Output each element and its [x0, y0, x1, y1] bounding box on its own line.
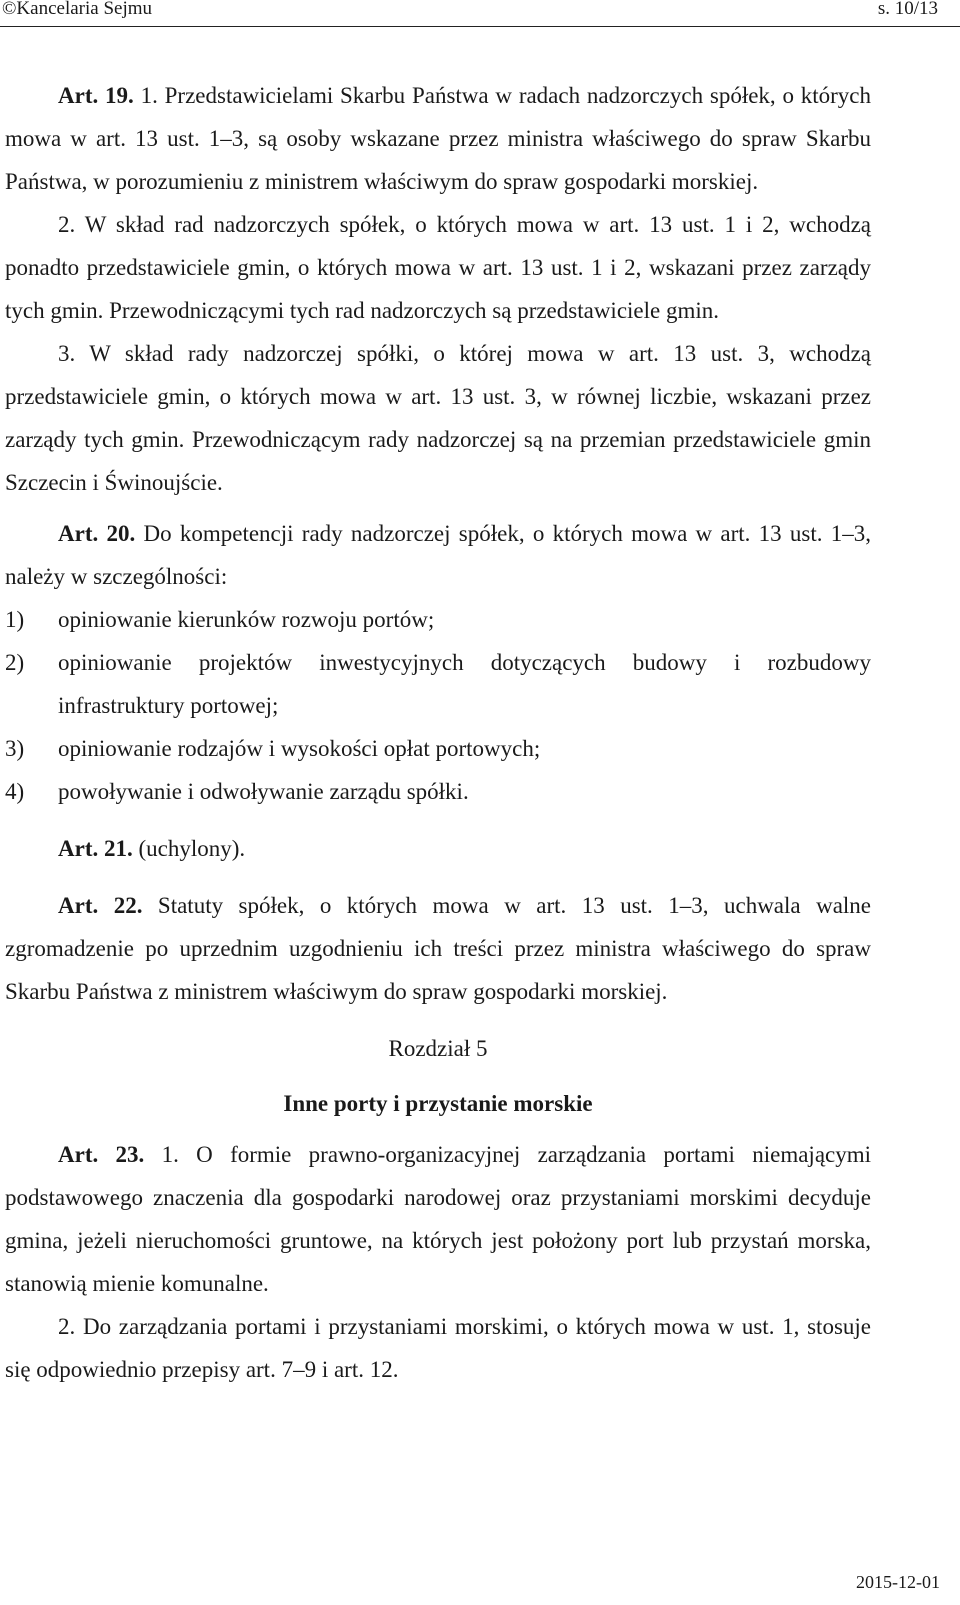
art-23-paragraph-1 — [5, 1133, 871, 1305]
chapter-number: Rozdział 5 — [388, 1036, 488, 1061]
art-20-label: Art. 20. — [58, 521, 136, 546]
art-22-paragraph — [5, 884, 871, 1013]
page-header — [0, 0, 960, 27]
document-body — [5, 74, 871, 1391]
art-20-intro — [5, 512, 871, 598]
art-19-p1-text: Przedstawicielami Skarbu Państwa w radach nadzorczych spółek, o których mowa w art. 13 ust. 1–3, są osoby wskazane przez ministra właściwego do spraw Skarbu Państwa, w porozumieniu z ministrem właściwym do spraw gospodarki morskiej. — [5, 83, 872, 194]
item-number: 4) — [5, 779, 25, 804]
art-20-item-2 — [5, 641, 871, 727]
art-23-p1-text: O formie prawno-organizacyjnej zarządzania portami niemającymi podstawowego znaczenia dla gospodarki narodowej oraz przystaniami morskimi decyduje gmina, jeżeli nieruchomości gruntowe, na których jest położony port lub przystań morska, stanowią mienie komunalne. — [5, 1142, 872, 1296]
item-text: opiniowanie kierunków rozwoju portów; — [58, 607, 435, 632]
art-20-item-1 — [5, 598, 871, 641]
art-19-p1-number: 1. — [140, 83, 158, 108]
footer-date: 2015-12-01 — [856, 1572, 940, 1592]
art-22-text: Statuty spółek, o których mowa w art. 13 ust. 1–3, uchwala walne zgromadzenie po uprzednim uzgodnieniu ich treści przez ministra właściwego do spraw Skarbu Państwa z ministrem właściwym do spraw gospodarki morskiej. — [5, 893, 872, 1004]
item-text: powoływanie i odwoływanie zarządu spółki. — [58, 779, 469, 804]
art-21-label: Art. 21. — [58, 836, 133, 861]
chapter-title: Inne porty i przystanie morskie — [283, 1091, 593, 1116]
art-19-paragraph-2: 2. W skład rad nadzorczych spółek, o których mowa w art. 13 ust. 1 i 2, wchodzą ponadto przedstawiciele gmin, o których mowa w art. 13 ust. 1 i 2, wskazani przez zarządy tych gmin. Przewodniczącymi tych rad nadzorczych są przedstawiciele gmin. — [5, 212, 871, 323]
item-number: 3) — [5, 736, 25, 761]
item-number: 1) — [5, 607, 25, 632]
art-19-paragraph-3: 3. W skład rady nadzorczej spółki, o której mowa w art. 13 ust. 3, wchodzą przedstawiciele gmin, o których mowa w art. 13 ust. 3, w równej liczbie, wskazani przez zarządy tych gmin. Przewodniczącym rady nadzorczej są na przemian przedstawiciele gmin Szczecin i Świnoujście. — [5, 341, 871, 495]
item-text: opiniowanie rodzajów i wysokości opłat portowych; — [58, 736, 541, 761]
art-19-label: Art. 19. — [58, 83, 134, 108]
art-19-paragraph-1 — [5, 74, 871, 203]
art-23-paragraph-2: 2. Do zarządzania portami i przystaniami morskimi, o których mowa w ust. 1, stosuje się odpowiednio przepisy art. 7–9 i art. 12. — [5, 1314, 871, 1382]
art-20-item-4 — [5, 770, 871, 813]
art-21-paragraph — [5, 827, 871, 870]
art-20-intro-text: Do kompetencji rady nadzorczej spółek, o których mowa w art. 13 ust. 1–3, należy w szczególności: — [5, 521, 872, 589]
header-publisher: ©Kancelaria Sejmu — [2, 0, 153, 19]
art-21-text: (uchylony). — [138, 836, 246, 861]
art-20-item-3 — [5, 727, 871, 770]
art-23-label: Art. 23. — [58, 1142, 145, 1167]
item-number: 2) — [5, 650, 25, 675]
art-23-p1-number: 1. — [161, 1142, 179, 1167]
art-22-label: Art. 22. — [58, 893, 143, 918]
header-page-number: s. 10/13 — [877, 0, 938, 19]
item-text: opiniowanie projektów inwestycyjnych dotyczących budowy i rozbudowy infrastruktury portowej; — [58, 650, 871, 718]
